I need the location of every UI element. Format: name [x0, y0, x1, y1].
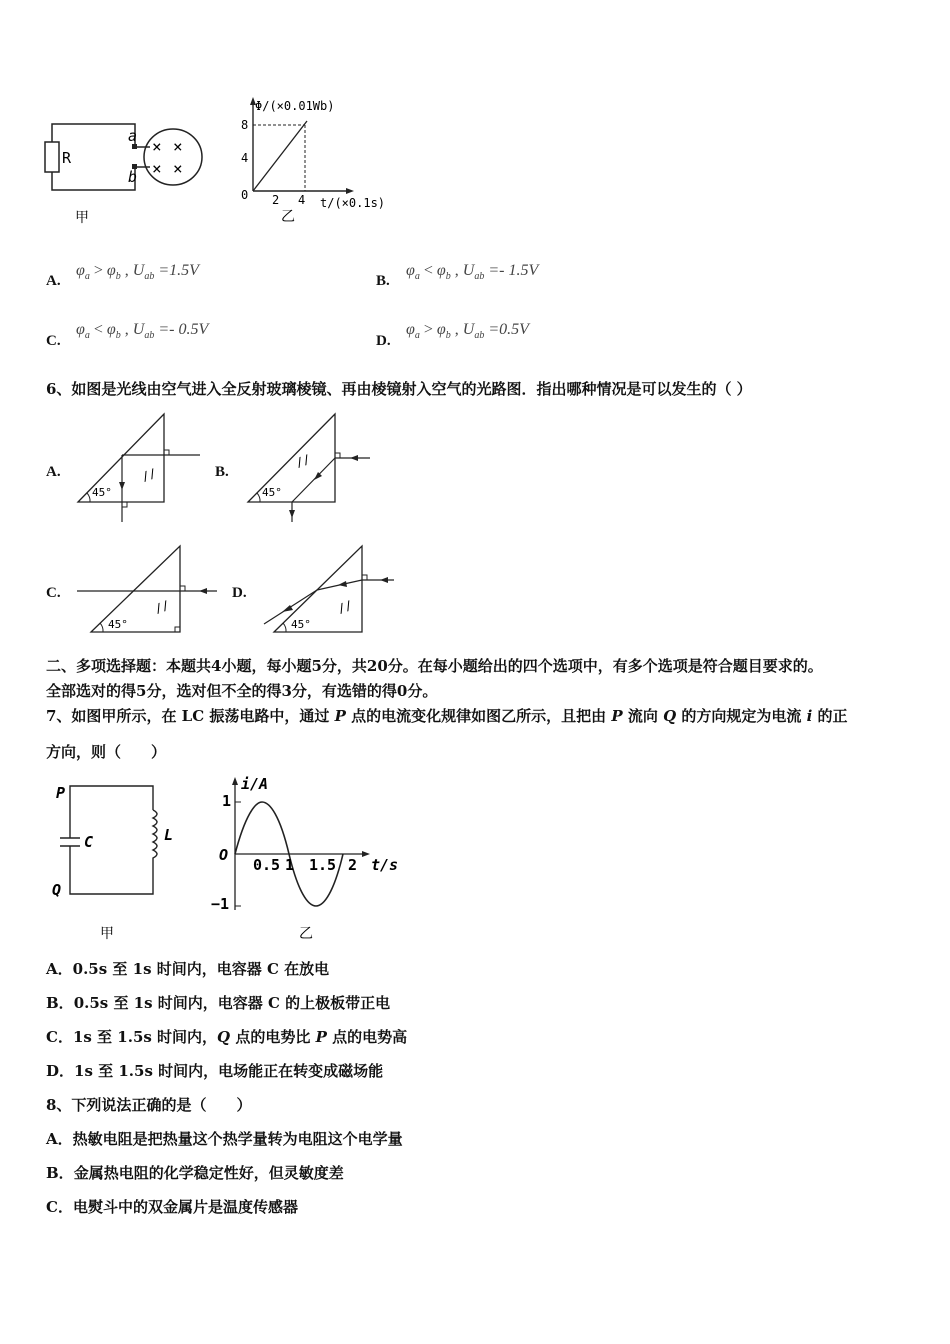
comma: ,	[124, 321, 129, 338]
glass-mark: //	[293, 451, 313, 470]
stem-text: 点的电流变化规律如图乙所示，且把由	[345, 707, 612, 725]
option-text: 1s 至 1.5s 时间内，	[72, 1028, 218, 1046]
angle-arc	[257, 493, 260, 502]
sub: a	[84, 330, 90, 342]
option-letter: B.	[215, 464, 229, 480]
q7-stem-line1	[46, 706, 848, 726]
q6-prism-c	[75, 542, 225, 640]
circuit-wire	[70, 846, 153, 894]
option-text: 点的电势高	[326, 1028, 408, 1046]
x-tick-label: 4	[298, 193, 306, 207]
q5-figure-yi	[235, 95, 395, 230]
option-letter: C.	[46, 585, 61, 601]
option-letter: C．	[46, 1028, 73, 1046]
x-arrow	[362, 851, 370, 857]
option-letter: A．	[46, 1130, 73, 1148]
angle-label: 45°	[108, 618, 128, 631]
figure-caption: 乙	[281, 209, 295, 225]
sub: ab	[474, 271, 485, 283]
y-axis-label: i/A	[241, 775, 269, 793]
x-tick-label: 2	[348, 856, 358, 874]
option-text: 0.5s 至 1s 时间内，电容器 C 在放电	[72, 960, 330, 978]
sub: a	[414, 330, 420, 342]
normal-mark	[180, 586, 185, 591]
relation: >	[423, 321, 433, 338]
u-symbol: U	[132, 262, 145, 279]
origin-label: O	[219, 846, 229, 864]
sub: ab	[144, 330, 155, 342]
symbol-q: Q	[663, 707, 677, 725]
label-q: Q	[52, 881, 62, 899]
q7-figure-jia	[48, 780, 188, 945]
x-axis-label: t/s	[371, 856, 399, 874]
origin-label: 0	[241, 188, 249, 202]
angle-arc	[283, 623, 286, 632]
y-tick-label: 1	[222, 792, 232, 810]
normal-mark	[175, 627, 180, 632]
phi-symbol: φ	[436, 321, 446, 338]
resistor-r	[45, 142, 59, 172]
voltage-value: =- 0.5V	[158, 321, 209, 338]
q5-option-b[interactable]	[376, 262, 676, 290]
option-text: 电熨斗中的双金属片是温度传感器	[72, 1198, 298, 1216]
option-formula	[76, 321, 208, 341]
label-c: C	[84, 833, 94, 851]
prism	[78, 414, 164, 502]
symbol-p: P	[611, 707, 623, 725]
q8-option-c[interactable]	[46, 1197, 298, 1217]
symbol-q: Q	[217, 1028, 231, 1046]
option-letter: C．	[46, 1198, 73, 1216]
arrow	[380, 577, 388, 583]
y-tick-label: 4	[241, 151, 249, 165]
q8-option-a[interactable]	[46, 1129, 403, 1149]
stem-text: 7、如图甲所示，在 LC 振荡电路中，通过	[46, 707, 335, 725]
q7-stem-line2: 方向，则（ ）	[46, 743, 167, 761]
arrow	[119, 482, 125, 490]
figure-caption: 乙	[299, 926, 313, 942]
stem-text: 流向	[622, 707, 664, 725]
sub: ab	[474, 330, 485, 342]
y-arrow	[232, 777, 238, 785]
sub: b	[445, 330, 451, 342]
option-formula	[406, 321, 529, 341]
comma: ,	[454, 321, 459, 338]
option-letter: D．	[46, 1062, 75, 1080]
q8-option-b[interactable]	[46, 1163, 344, 1183]
normal-mark	[362, 575, 367, 580]
glass-mark: //	[335, 597, 355, 616]
option-letter: A.	[46, 273, 61, 289]
resistor-label: R	[62, 149, 72, 167]
glass-mark: //	[139, 465, 159, 484]
phi-symbol: φ	[406, 262, 415, 279]
glass-mark: //	[152, 597, 172, 616]
u-symbol: U	[132, 321, 145, 338]
phi-symbol: φ	[106, 321, 116, 338]
x-tick-label: 1.5	[309, 856, 337, 874]
sub: b	[115, 271, 121, 283]
q7-option-a[interactable]	[46, 959, 329, 979]
q6-prism-d	[260, 542, 400, 640]
q8-stem: 8、下列说法正确的是（ ）	[46, 1096, 252, 1114]
phi-symbol: φ	[406, 321, 415, 338]
flux-line	[253, 121, 307, 191]
q7-option-d[interactable]	[46, 1061, 383, 1081]
sub: a	[414, 271, 420, 283]
phi-symbol: φ	[106, 262, 116, 279]
prism	[274, 546, 362, 632]
arrow	[338, 581, 347, 587]
phi-symbol: φ	[76, 321, 85, 338]
terminal-b-label: b	[128, 168, 138, 186]
voltage-value: =0.5V	[488, 321, 529, 338]
stem-text: 的正	[812, 707, 848, 725]
y-axis-label: Φ/(×0.01Wb)	[255, 99, 335, 113]
sub: ab	[144, 271, 155, 283]
q7-figure-yi	[205, 772, 399, 947]
q6-stem: 6、如图是光线由空气进入全反射玻璃棱镜、再由棱镜射入空气的光路图．指出哪种情况是可以发生的（ ）	[46, 380, 752, 398]
section2-line1: 二、多项选择题：本题共4小题，每小题5分，共20分。在每小题给出的四个选项中，有多个选项是符合题目要求的。	[46, 657, 823, 675]
relation: <	[423, 262, 433, 279]
q7-option-b[interactable]	[46, 993, 390, 1013]
arrow	[350, 455, 358, 461]
sub: b	[115, 330, 121, 342]
option-text: 点的电势比	[230, 1028, 316, 1046]
relation: <	[93, 321, 103, 338]
label-p: P	[56, 784, 66, 802]
option-text: 热敏电阻是把热量这个热学量转为电阻这个电学量	[72, 1130, 403, 1148]
option-letter: B．	[46, 994, 74, 1012]
stem-text: 的方向规定为电流	[676, 707, 807, 725]
option-letter: C.	[46, 333, 61, 349]
angle-label: 45°	[92, 486, 112, 499]
inductor-coil	[153, 810, 157, 862]
comma: ,	[124, 262, 129, 279]
x-tick-label: 0.5	[253, 856, 281, 874]
relation: >	[93, 262, 103, 279]
x-tick-label: 2	[272, 193, 280, 207]
x-axis-label: t/(×0.1s)	[320, 196, 386, 210]
u-symbol: U	[462, 321, 475, 338]
q5-figure-jia	[40, 110, 215, 230]
option-letter: D.	[376, 333, 391, 349]
option-letter: A．	[46, 960, 73, 978]
comma: ,	[454, 262, 459, 279]
option-letter: D.	[232, 585, 247, 601]
normal-mark	[122, 502, 127, 507]
prism	[91, 546, 180, 632]
option-letter: B.	[376, 273, 390, 289]
voltage-value: =- 1.5V	[488, 262, 539, 279]
q6-prism-b	[240, 410, 380, 525]
q5-option-c[interactable]	[46, 321, 346, 349]
angle-label: 45°	[291, 618, 311, 631]
angle-label: 45°	[262, 486, 282, 499]
x-tick-label: 1	[285, 856, 295, 874]
section2-line2: 全部选对的得5分，选对但不全的得3分，有选错的得0分。	[46, 682, 438, 700]
phi-symbol: φ	[76, 262, 85, 279]
arrow	[199, 588, 207, 594]
circuit-wire	[70, 786, 153, 838]
option-letter: B．	[46, 1164, 74, 1182]
field-mark: ×	[173, 137, 183, 156]
terminal-a-label: a	[128, 127, 138, 145]
field-mark: ×	[152, 137, 162, 156]
label-l: L	[164, 826, 174, 844]
field-mark: ×	[173, 159, 183, 178]
option-formula	[76, 262, 199, 282]
option-formula	[406, 262, 538, 282]
option-text: 金属热电阻的化学稳定性好，但灵敏度差	[73, 1164, 344, 1182]
symbol-p: P	[315, 1028, 327, 1046]
q5-option-a[interactable]	[46, 262, 346, 290]
field-mark: ×	[152, 159, 162, 178]
normal-mark	[335, 453, 340, 458]
arrow	[289, 510, 295, 518]
q7-option-c[interactable]	[46, 1027, 407, 1047]
q5-option-d[interactable]	[376, 321, 676, 349]
option-text: 1s 至 1.5s 时间内，电场能正在转变成磁场能	[74, 1062, 384, 1080]
u-symbol: U	[462, 262, 475, 279]
y-tick-label: −1	[211, 895, 230, 913]
sub: b	[445, 271, 451, 283]
y-tick-label: 8	[241, 118, 249, 132]
figure-caption: 甲	[75, 210, 89, 226]
symbol-p: P	[334, 707, 346, 725]
option-text: 0.5s 至 1s 时间内，电容器 C 的上极板带正电	[73, 994, 391, 1012]
option-letter: A.	[46, 464, 61, 480]
symbol-i: i	[806, 707, 813, 725]
phi-symbol: φ	[436, 262, 446, 279]
angle-arc	[100, 623, 103, 632]
normal-mark	[164, 450, 169, 455]
angle-arc	[87, 493, 90, 502]
x-arrow	[346, 188, 354, 194]
q6-prism-a	[70, 410, 210, 525]
figure-caption: 甲	[100, 926, 114, 942]
sub: a	[84, 271, 90, 283]
voltage-value: =1.5V	[158, 262, 199, 279]
